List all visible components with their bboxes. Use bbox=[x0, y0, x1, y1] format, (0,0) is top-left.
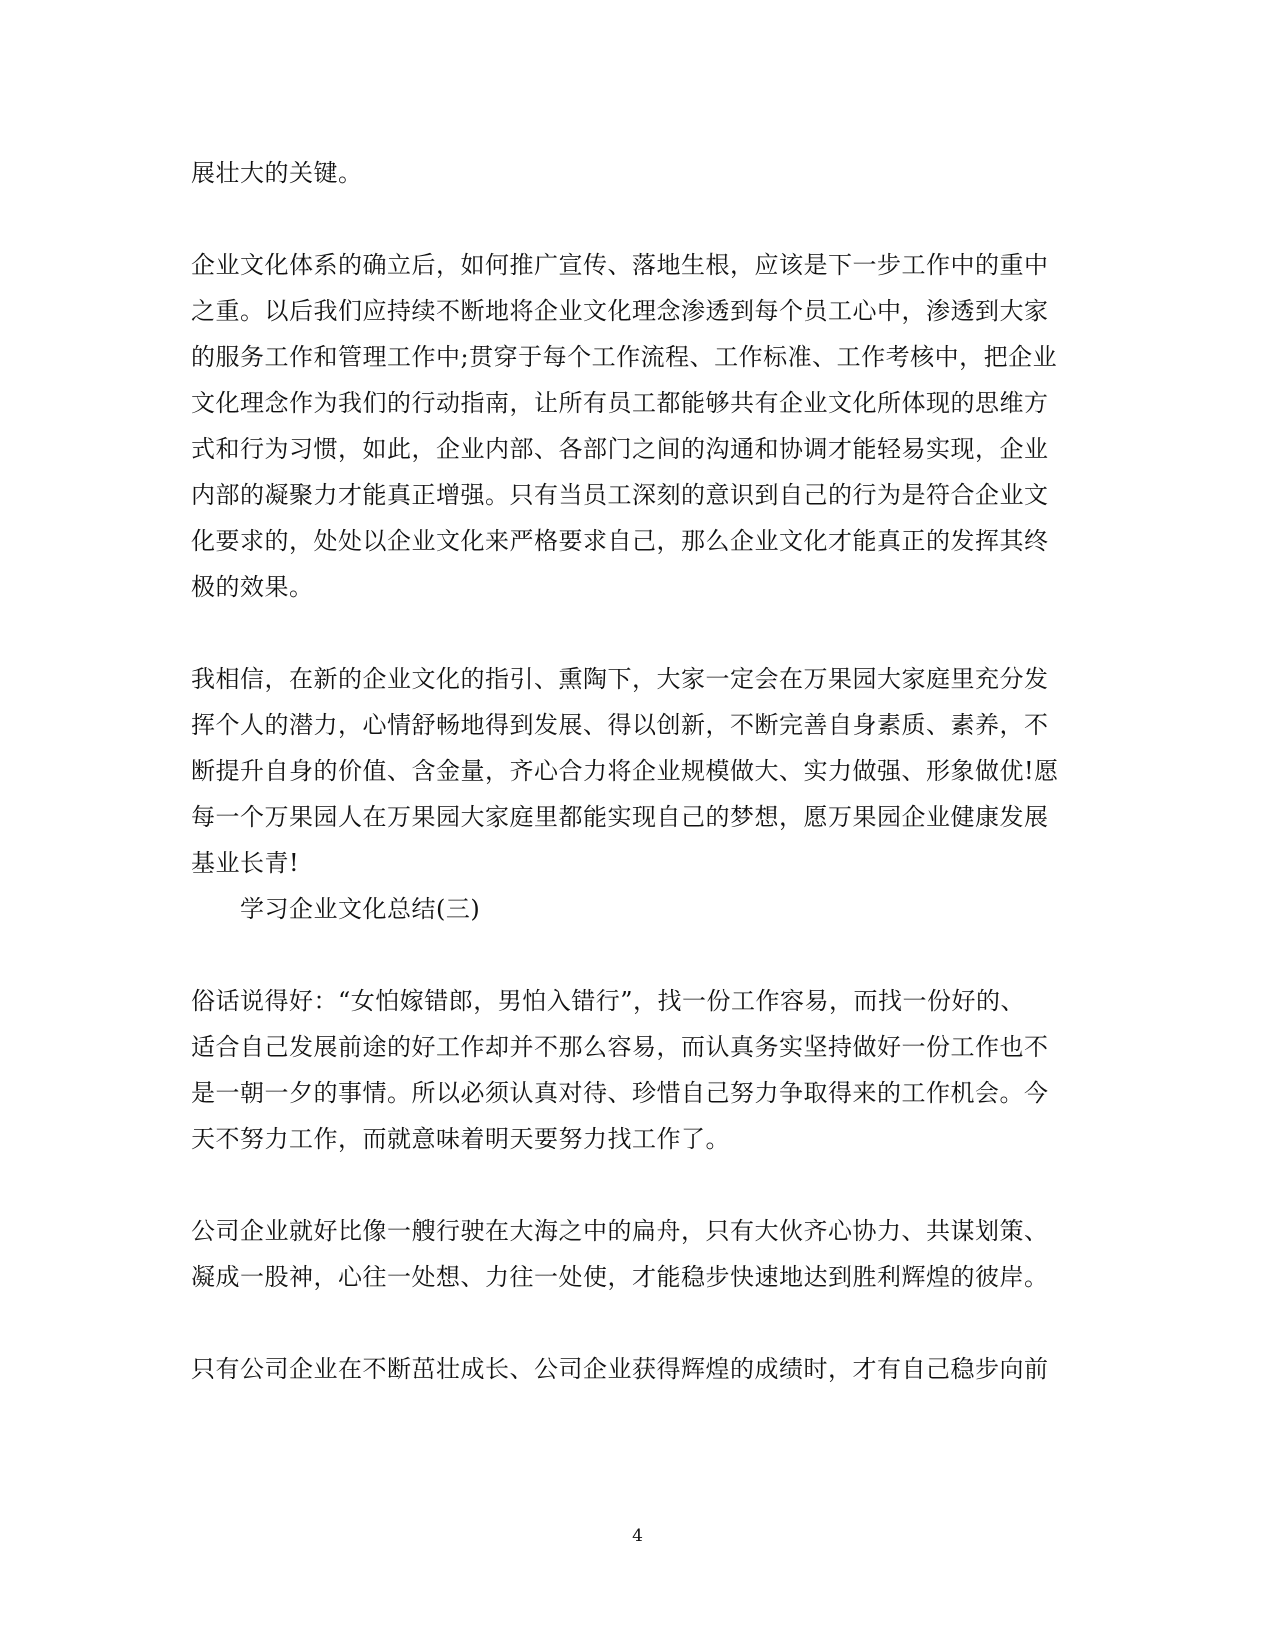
text-line: 挥个人的潜力，心情舒畅地得到发展、得以创新，不断完善自身素质、素养，不 bbox=[191, 711, 1049, 739]
text-line: 基业长青! bbox=[191, 849, 300, 877]
text-line: 公司企业就好比像一艘行驶在大海之中的扁舟，只有大伙齐心协力、共谋划策、 bbox=[191, 1217, 1049, 1245]
text-line: 断提升自身的价值、含金量，齐心合力将企业规模做大、实力做强、形象做优!愿 bbox=[191, 757, 1059, 785]
text-line: 我相信，在新的企业文化的指引、熏陶下，大家一定会在万果园大家庭里充分发 bbox=[191, 665, 1049, 693]
text-line: 展壮大的关键。 bbox=[191, 159, 363, 187]
text-line: 是一朝一夕的事情。所以必须认真对待、珍惜自己努力争取得来的工作机会。今 bbox=[191, 1079, 1049, 1107]
text-line: 内部的凝聚力才能真正增强。只有当员工深刻的意识到自己的行为是符合企业文 bbox=[191, 481, 1049, 509]
text-line: 每一个万果园人在万果园大家庭里都能实现自己的梦想，愿万果园企业健康发展 bbox=[191, 803, 1049, 831]
text-line: 适合自己发展前途的好工作却并不那么容易，而认真务实坚持做好一份工作也不 bbox=[191, 1033, 1049, 1061]
text-line: 文化理念作为我们的行动指南，让所有员工都能够共有企业文化所体现的思维方 bbox=[191, 389, 1049, 417]
text-line: 只有公司企业在不断茁壮成长、公司企业获得辉煌的成绩时，才有自己稳步向前 bbox=[191, 1355, 1049, 1383]
text-line: 俗话说得好：“女怕嫁错郎，男怕入错行”，找一份工作容易，而找一份好的、 bbox=[191, 987, 1026, 1015]
text-line: 极的效果。 bbox=[191, 573, 314, 601]
text-line: 的服务工作和管理工作中;贯穿于每个工作流程、工作标准、工作考核中，把企业 bbox=[191, 343, 1058, 371]
text-line: 凝成一股神，心往一处想、力往一处使，才能稳步快速地达到胜利辉煌的彼岸。 bbox=[191, 1263, 1049, 1291]
text-line: 企业文化体系的确立后，如何推广宣传、落地生根，应该是下一步工作中的重中 bbox=[191, 251, 1049, 279]
page-number: 4 bbox=[632, 1526, 643, 1546]
section-heading: 学习企业文化总结(三) bbox=[240, 895, 481, 923]
text-line: 之重。以后我们应持续不断地将企业文化理念渗透到每个员工心中，渗透到大家 bbox=[191, 297, 1049, 325]
text-line: 化要求的，处处以企业文化来严格要求自己，那么企业文化才能真正的发挥其终 bbox=[191, 527, 1049, 555]
text-line: 式和行为习惯，如此，企业内部、各部门之间的沟通和协调才能轻易实现，企业 bbox=[191, 435, 1049, 463]
text-line: 天不努力工作，而就意味着明天要努力找工作了。 bbox=[191, 1125, 730, 1153]
